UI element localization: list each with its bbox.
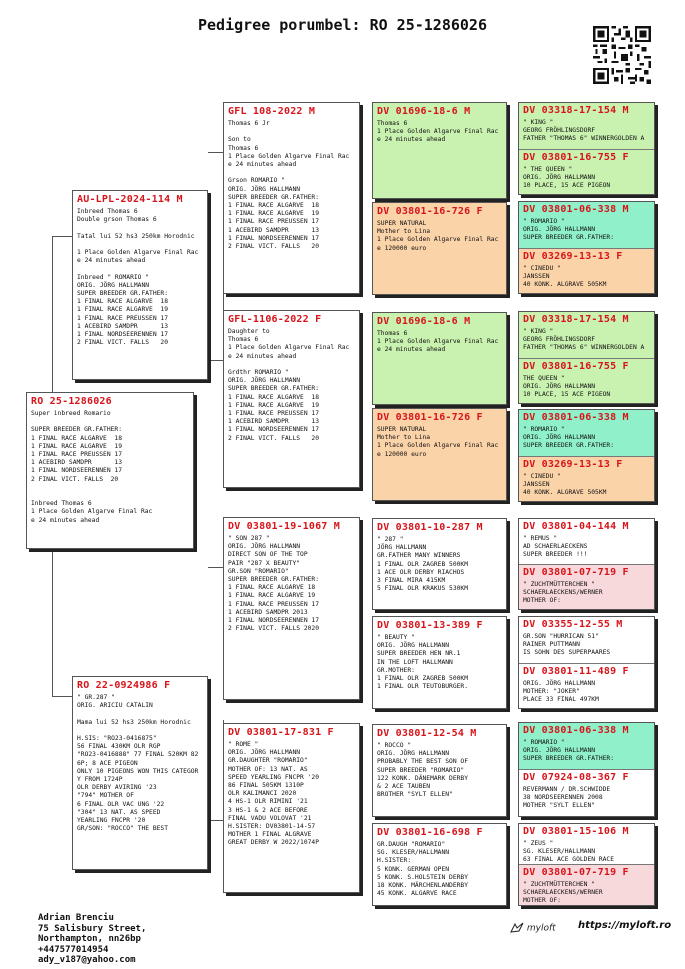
great-grandparent-lines: Thomas 6 1 Place Golden Algarve Final Rac e 24 minutes ahead	[377, 330, 499, 354]
mother-lines: " GR.287 " ORIG. ARICIU CATALIN Mama lui 52 hs3 250km Horodnic H.SIS: "RO23-0416875" 56 FINAL 430KM OLR RGP "RO23-0416888" 77 FINAL 520KM 82 6P; 8 ACE PIGEON ONLY 10 PIGEONS WON THIS CATEGOR Y FROM 1724P OLR DERBY AVIRING '23 "794" MOTHER OF 6 FINAL OLR VAC UNG '22 "304" 13 NAT. AS SPEED YEARLING FNCPR '20 GR/SON: "ROCCO" THE BEST	[77, 694, 199, 833]
father-lines: Inbreed Thomas 6 Double grson Thomas 6 Tatal lui 52 hs3 250km Horodnic 1 Place Golden Algarve Final Rac e 24 minutes ahead Inbreed " ROMARIO " ORIG. JÖRG HALLMANN SUPER BREEDER GR.FATHER: 1 FINAL RACE ALGARVE 18 1 FINAL RACE ALGARVE 19 1 FINAL RACE PREUSSEN 17 1 ACEBIRD SAMDPR 13 1 FINAL NORDSEERENNEN 17 2 FINAL VICT. FALLS 20	[77, 208, 199, 347]
great-grandparent-id: DV 03801-10-287 M	[377, 522, 483, 533]
pigeon-id: RO 25-1286026	[31, 396, 112, 407]
ancestor-dam	[519, 248, 654, 294]
great-grandparent-id: DV 03801-12-54 M	[377, 728, 477, 739]
father-card	[72, 190, 208, 380]
ancestor-sire	[519, 617, 654, 663]
ancestor-lines: GR.SON "HURRICAN 51" RAINER PUTTMANN IS SOHN DES SUPERPAARES	[523, 633, 611, 657]
mother-card	[72, 676, 208, 870]
ancestor-dam	[519, 864, 654, 906]
great-grandparent-card	[372, 616, 507, 709]
great-grandparent-id: DV 01696-18-6 M	[377, 316, 471, 327]
ancestor-lines: " CINEDU " JANSSEN 40 KONK. ALGRAVE 505KM	[523, 265, 607, 289]
connector-father-sire	[208, 152, 224, 218]
great-grandparent-card	[372, 102, 507, 199]
owner-email: ady_v187@yahoo.com	[38, 955, 136, 965]
ancestor-sire	[519, 723, 654, 769]
ancestor-id: DV 03801-04-144 M	[523, 521, 629, 532]
great-grandparent-lines: " 287 " JÖRG HALLMANN GR.FATHER MANY WINNERS 1 FINAL OLR ZAGREB 500KM 1 ACE OLR DERBY RIACHOS 3 FINAL MIRA 415KM 5 FINAL OLR KRAKUS 530KM	[377, 536, 468, 593]
great-grandparent-lines: SUPER NATURAL Mother to Lina 1 Place Golden Algarve Final Rac e 120000 euro	[377, 220, 499, 252]
great-grandparent-lines: Thomas 6 1 Place Golden Algarve Final Rac e 24 minutes ahead	[377, 120, 499, 144]
ancestor-lines: " KING " GEORG FRÖHLINGSDORF FATHER "THOMAS 6" WINNERGOLDEN A	[523, 119, 645, 143]
ancestor-lines: REVERMANN / DR.SCHWIDDE 38 NORDSEERENNEN 2008 MOTHER "SYLT ELLEN"	[523, 786, 611, 810]
ancestor-id: DV 03801-06-338 M	[523, 204, 629, 215]
ancestor-lines: " REMUS " AD SCHAERLAECKENS SUPER BREEDER !!!	[523, 535, 588, 559]
ancestor-id: DV 03801-15-106 M	[523, 826, 629, 837]
ancestor-sire	[519, 519, 654, 564]
ancestor-sire	[519, 202, 654, 248]
grandparent-lines: Daughter to Thomas 6 1 Place Golden Algarve Final Rac e 24 minutes ahead Grdthr ROMARIO " ORIG. JÖRG HALLMANN SUPER BREEDER GR.FATHER: 1 FINAL RACE ALGARVE 18 1 FINAL RACE ALGARVE 19 1 FINAL RACE PREUSSEN 17 1 ACEBIRD SAMDPR 13 1 FINAL NORDSEERENNEN 17 2 FINAL VICT. FALLS 20	[228, 328, 350, 442]
ancestor-pair-card	[518, 102, 655, 195]
great-grandparent-id: DV 03801-13-389 F	[377, 620, 483, 631]
pigeon-lines: Super inbreed Romario SUPER BREEDER GR.FATHER: 1 FINAL RACE ALGARVE 18 1 FINAL RACE ALGARVE 19 1 FINAL RACE PREUSSEN 17 1 ACEBIRD SAMDPR 13 1 FINAL NORDSEERENNEN 17 2 FINAL VICT. FALLS 20 Inbreed Thomas 6 1 Place Golden Algarve Final Rac e 24 minutes ahead	[31, 410, 153, 524]
ancestor-sire	[519, 410, 654, 456]
ancestor-id: DV 03801-16-755 F	[523, 152, 629, 163]
ancestor-id: DV 03801-06-338 M	[523, 412, 629, 423]
ancestor-id: DV 03269-13-13 F	[523, 251, 623, 262]
ancestor-lines: THE QUEEN " ORIG. JÖRG HALLMANN 10 PLACE, 15 ACE PIGEON	[523, 375, 611, 399]
great-grandparent-id: DV 03801-16-726 F	[377, 206, 483, 217]
ancestor-dam	[519, 564, 654, 610]
ancestor-id: DV 03269-13-13 F	[523, 459, 623, 470]
grandparent-lines: " SON 287 " ORIG. JÖRG HALLMANN DIRECT SON OF THE TOP PAIR "287 X BEAUTY" GR.SON "ROMARIO" SUPER BREEDER GR.FATHER: 1 FINAL RACE ALGARVE 18 1 FINAL RACE ALGARVE 19 1 FINAL RACE PREUSSEN 17 1 ACEBIRD SAMDPR 2013 1 FINAL NORDSEERENNEN 17 2 FINAL VICT. FALLS 2020	[228, 535, 319, 633]
ancestor-id: DV 03801-07-719 F	[523, 567, 629, 578]
ancestor-sire	[519, 824, 654, 864]
ancestor-dam	[519, 769, 654, 817]
ancestor-dam	[519, 358, 654, 404]
grandparent-card	[223, 723, 360, 893]
connector-father-dam	[208, 270, 224, 361]
owner-address	[38, 913, 146, 966]
ancestor-lines: " ROMARIO " ORIG. JÖRG HALLMANN SUPER BREEDER GR.FATHER:	[523, 218, 614, 242]
grandparent-id: GFL 108-2022 M	[228, 106, 316, 117]
ancestor-id: DV 03801-06-338 M	[523, 725, 629, 736]
grandparent-card	[223, 102, 360, 294]
ancestor-pair-card	[518, 616, 655, 709]
website-link[interactable]: https://myloft.ro	[578, 920, 672, 931]
connector-mother-sire	[208, 567, 224, 676]
ancestor-id: DV 03318-17-154 M	[523, 314, 629, 325]
grandparent-lines: " ROME " ORIG. JÖRG HALLMANN GR.DAUGHTER "ROMARIO" MOTHER OF: 13 NAT. AS SPEED YEARLING FNCPR '20 86 FINAL 505KM 1310P OLR KALIMANCI 2020 4 HS-1 OLR RIMINI '21 3 HS-1 & 2 ACE BEFORE FINAL VADU VOLOVAT '21 H.SISTER: DV03801-14-57 MOTHER 1 FINAL ALGRAVE GREAT DERBY W 2022/1074P	[228, 741, 319, 847]
great-grandparent-id: DV 01696-18-6 M	[377, 106, 471, 117]
ancestor-id: DV 03801-16-755 F	[523, 361, 629, 372]
connector-mother	[52, 549, 73, 697]
great-grandparent-card	[372, 202, 507, 295]
mother-id: RO 22-0924986 F	[77, 680, 171, 691]
grandparent-lines: Thomas 6 Jr Son to Thomas 6 1 Place Golden Algarve Final Rac e 24 minutes ahead Grson ROMARIO " ORIG. JÖRG HALLMANN SUPER BREEDER GR.FATHER: 1 FINAL RACE ALGARVE 18 1 FINAL RACE ALGARVE 19 1 FINAL RACE PREUSSEN 17 1 ACEBIRD SAMDPR 13 1 FINAL NORDSEERENNEN 17 2 FINAL VICT. FALLS 20	[228, 120, 350, 251]
great-grandparent-card	[372, 518, 507, 610]
connector-father	[52, 236, 73, 393]
ancestor-lines: " CINEDU " JANSSEN 40 KONK. ALGRAVE 505KM	[523, 473, 607, 497]
ancestor-id: DV 03318-17-154 M	[523, 105, 629, 116]
owner-city: Northampton, nn26bp	[38, 934, 141, 944]
grandparent-id: DV 03801-19-1067 M	[228, 521, 340, 532]
great-grandparent-lines: " BEAUTY " ORIG. JÖRG HALLMANN SUPER BREEDER HEN NR.1 IN THE LOFT HALLMANN GR.MOTHER: 1 FINAL OLR ZAGREB 500KM 1 FINAL OLR TEUTOBURGER.	[377, 634, 468, 691]
ancestor-pair-card	[518, 518, 655, 610]
ancestor-pair-card	[518, 311, 655, 404]
great-grandparent-card	[372, 408, 507, 501]
ancestor-dam	[519, 663, 654, 709]
grandparent-id: GFL-1106-2022 F	[228, 314, 322, 325]
connector-mother-dam	[208, 720, 224, 821]
great-grandparent-card	[372, 312, 507, 405]
ancestor-id: DV 03801-11-489 F	[523, 666, 629, 677]
great-grandparent-card	[372, 724, 507, 817]
ancestor-pair-card	[518, 823, 655, 906]
ancestor-lines: " ZUCHTMÜTTERCHEN " SCHAERLAECKENS/WERNER MOTHER OF:	[523, 881, 603, 905]
great-grandparent-lines: GR.DAUGH "ROMARIO" SG. KLESER/HALLMANN H.SISTER: 5 KONK. GERMAN OPEN 5 KONK. S.HOLSTEIN DERBY 18 KONK. MÄRCHENLANDERBY 45 KONK. ALGARVE RACE	[377, 841, 468, 898]
pigeon-card	[26, 392, 194, 549]
qr-code	[593, 26, 651, 84]
great-grandparent-id: DV 03801-16-726 F	[377, 412, 483, 423]
owner-name: Adrian Brenciu	[38, 913, 114, 923]
ancestor-dam	[519, 456, 654, 502]
ancestor-id: DV 03355-12-55 M	[523, 619, 623, 630]
great-grandparent-id: DV 03801-16-698 F	[377, 827, 483, 838]
grandparent-card	[223, 310, 360, 488]
ancestor-pair-card	[518, 201, 655, 294]
ancestor-lines: " THE QUEEN " ORIG. JÖRG HALLMANN 10 PLACE, 15 ACE PIGEON	[523, 166, 611, 190]
owner-phone: +447577014954	[38, 944, 109, 955]
ancestor-dam	[519, 149, 654, 195]
grandparent-id: DV 03801-17-831 F	[228, 727, 334, 738]
pigeon-logo-icon	[510, 922, 524, 934]
great-grandparent-lines: " ROCCO " ORIG. JÖRG HALLMANN PROBABLY THE BEST SON OF SUPER BREEDER "ROMARIO" 122 KONK. DÄNEMARK DERBY & 2 ACE TAUBEN BROTHER "SYLT ELLEN"	[377, 742, 468, 799]
ancestor-sire	[519, 312, 654, 358]
ancestor-lines: " KING " GEORG FRÖHLINGSDORF FATHER "THOMAS 6" WINNERGOLDEN A	[523, 328, 645, 352]
owner-street: 75 Salisbury Street,	[38, 923, 147, 934]
ancestor-pair-card	[518, 409, 655, 502]
ancestor-lines: " ZEUS " SG. KLESER/HALLMANN 63 FINAL ACE GOLDEN RACE	[523, 840, 614, 864]
ancestor-id: DV 07924-08-367 F	[523, 772, 629, 783]
ancestor-sire	[519, 103, 654, 149]
father-id: AU-LPL-2024-114 M	[77, 194, 183, 205]
ancestor-lines: ORIG. JÖRG HALLMANN MOTHER: "JOKER" PLACE 33 FINAL 497KM	[523, 680, 599, 704]
page-title: Pedigree porumbel: RO 25-1286026	[198, 16, 487, 34]
ancestor-lines: " ROMARIO " ORIG. JÖRG HALLMANN SUPER BREEDER GR.FATHER:	[523, 426, 614, 450]
grandparent-card	[223, 517, 360, 700]
myloft-logo	[510, 922, 556, 934]
great-grandparent-card	[372, 823, 507, 906]
ancestor-id: DV 03801-07-719 F	[523, 867, 629, 878]
ancestor-lines: " ZUCHTMÜTTERCHEN " SCHAERLAECKENS/WERNER MOTHER OF:	[523, 581, 603, 605]
great-grandparent-lines: SUPER NATURAL Mother to Lina 1 Place Golden Algarve Final Rac e 120000 euro	[377, 426, 499, 458]
ancestor-pair-card	[518, 722, 655, 817]
ancestor-lines: " ROMARIO " ORIG. JÖRG HALLMANN SUPER BREEDER GR.FATHER:	[523, 739, 614, 763]
logo-text: myloft	[526, 923, 556, 934]
